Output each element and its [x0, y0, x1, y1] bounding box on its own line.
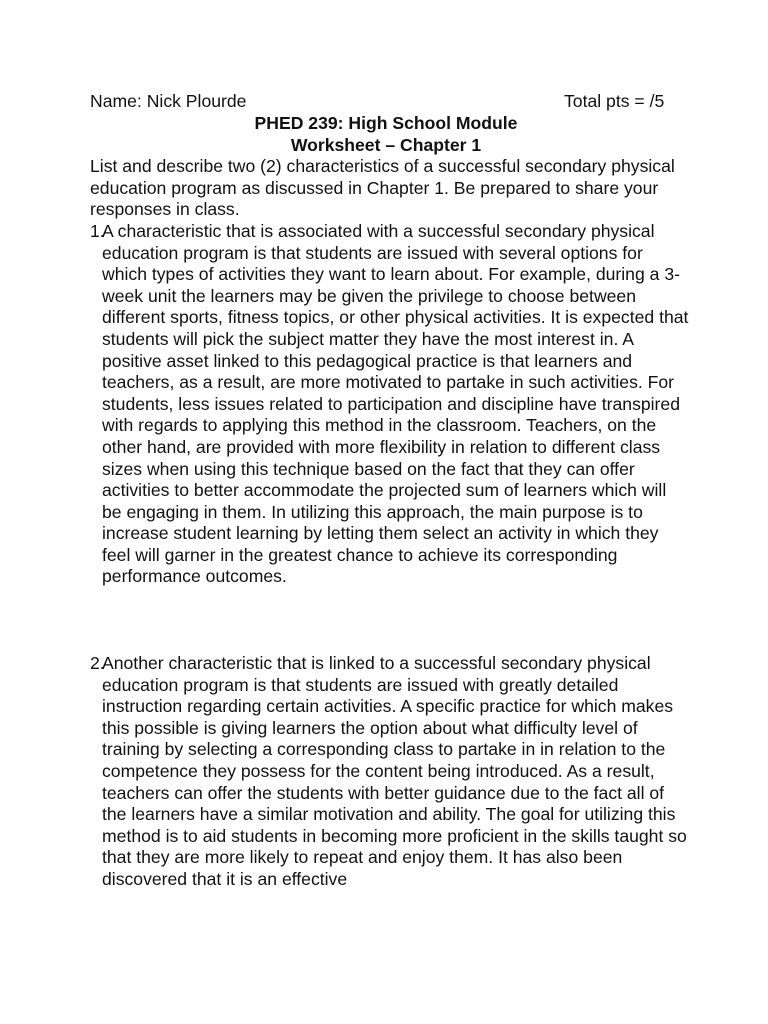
- total-points: Total pts = /5: [564, 91, 665, 111]
- student-name: Name: Nick Plourde: [90, 91, 247, 111]
- answer-number: 1.: [90, 220, 105, 241]
- answer-text: A characteristic that is associated with a successful secondary physical education program is that students are issued with several options for which types of activities they want to learn about. For example, during a 3-week unit the learners may be given the privilege to choose between different sports, fitness topics, or other physical activities. It is expected that students will pick the subject matter they have the most interest in. A positive asset linked to this pedagogical practice is that learners and teachers, as a result, are more motivated to partake in such activities. For students, less issues related to participation and discipline have transpired with regards to applying this method in the classroom. Teachers, on the other hand, are provided with more flexibility in relation to different class sizes when using this technique based on the fact that they can offer activities to better accommodate the projected sum of learners which will be engaging in them. In utilizing this approach, the main purpose is to increase student learning by letting them select an activity in which they feel will garner in the greatest chance to achieve its corresponding performance outcomes.: [102, 220, 689, 587]
- worksheet-content: [90, 91, 690, 891]
- answer-item: [90, 221, 690, 588]
- course-title: PHED 239: High School Module: [254, 113, 518, 133]
- answer-text: Another characteristic that is linked to a successful secondary physical education program is that students are issued with greatly detailed instruction regarding certain activities. A specific practice for which makes this possible is giving learners the option about what difficulty level of training by selecting a corresponding class to partake in in relation to the competence they possess for the content being introduced. As a result, teachers can offer the students with better guidance due to the fact all of the learners have a similar motivation and ability. The goal for utilizing this method is to aid students in becoming more proficient in the skills taught so that they are more likely to repeat and enjoy them. It has also been discovered that it is an effective: [102, 653, 687, 889]
- spacer: [90, 588, 690, 653]
- answer-number: 2.: [90, 653, 105, 674]
- instructions: List and describe two (2) characteristics of a successful secondary physical education program as discussed in Chapter 1. Be prepared to share your responses in class.: [90, 156, 675, 220]
- header-row: [90, 91, 690, 113]
- answer-item: [90, 653, 690, 891]
- worksheet-title: Worksheet – Chapter 1: [290, 134, 482, 155]
